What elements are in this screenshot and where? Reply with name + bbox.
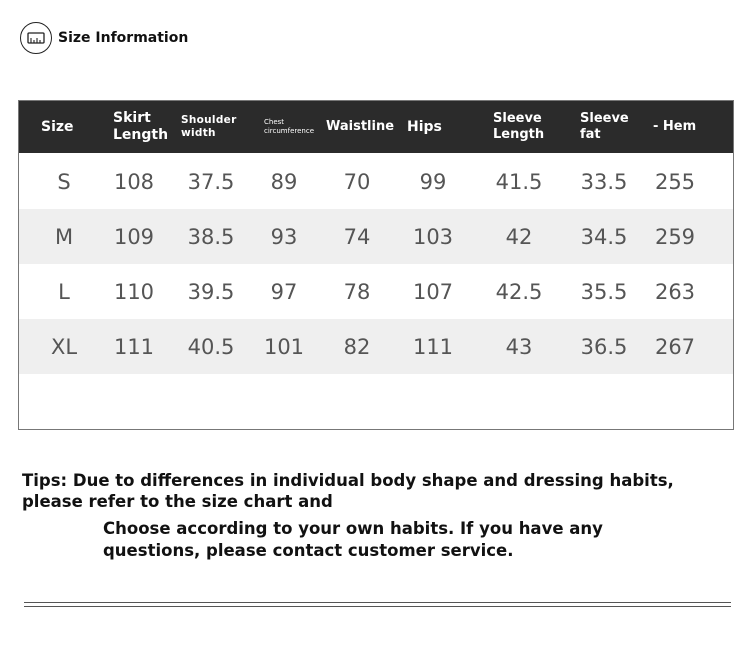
table-cell: L — [58, 279, 70, 304]
table-cell: 33.5 — [580, 169, 628, 194]
table-cell: S — [57, 169, 71, 194]
col-header-sleeve-fat: Sleeve fat — [580, 111, 629, 142]
divider-line — [24, 602, 731, 603]
table-cell: 35.5 — [580, 279, 628, 304]
table-cell: 110 — [113, 279, 155, 304]
table-cell: 43 — [505, 334, 533, 359]
table-row — [19, 154, 733, 209]
table-cell: 108 — [113, 169, 155, 194]
table-cell: 263 — [654, 279, 696, 304]
table-cell: 93 — [270, 224, 298, 249]
table-cell: 97 — [270, 279, 298, 304]
table-cell: 107 — [412, 279, 454, 304]
table-cell: 109 — [113, 224, 155, 249]
table-cell: 89 — [270, 169, 298, 194]
col-header-sleeve-length: Sleeve Length — [493, 111, 545, 142]
table-cell: 78 — [343, 279, 371, 304]
table-cell: 255 — [654, 169, 696, 194]
table-cell: 101 — [263, 334, 305, 359]
table-cell: 103 — [412, 224, 454, 249]
size-info-header — [20, 22, 188, 54]
size-table — [18, 100, 734, 430]
table-cell: 37.5 — [187, 169, 235, 194]
ruler-icon — [20, 22, 52, 54]
col-header-skirt-length: Skirt Length — [113, 110, 169, 143]
col-header-hips: Hips — [407, 118, 442, 135]
table-row — [19, 264, 733, 319]
table-cell: M — [54, 224, 74, 249]
table-cell: 74 — [343, 224, 371, 249]
table-row — [19, 319, 733, 374]
table-header — [19, 101, 733, 153]
table-cell: 42.5 — [495, 279, 543, 304]
table-cell: 267 — [654, 334, 696, 359]
col-header-shoulder-width: Shoulder width — [181, 114, 237, 139]
table-cell: 38.5 — [187, 224, 235, 249]
table-cell: 40.5 — [187, 334, 235, 359]
table-row — [19, 209, 733, 264]
table-cell: 82 — [343, 334, 371, 359]
tips-text-continued: Choose according to your own habits. If you have any questions, please contact customer service. — [103, 519, 603, 560]
table-cell: XL — [50, 334, 78, 359]
col-header-waistline: Waistline — [326, 119, 395, 135]
table-cell: 99 — [419, 169, 447, 194]
col-header-hem: - Hem — [653, 119, 697, 135]
table-cell: 39.5 — [187, 279, 235, 304]
divider-line — [24, 606, 731, 607]
table-cell: 259 — [654, 224, 696, 249]
table-cell: 70 — [343, 169, 371, 194]
page-title: Size Information — [58, 30, 189, 46]
table-cell: 111 — [113, 334, 155, 359]
table-cell: 36.5 — [580, 334, 628, 359]
table-cell: 42 — [505, 224, 533, 249]
table-cell: 41.5 — [495, 169, 543, 194]
table-cell: 34.5 — [580, 224, 628, 249]
tips-text: Tips: Due to differences in individual body shape and dressing habits, please refer to the size chart and — [22, 471, 674, 511]
col-header-size: Size — [41, 118, 74, 135]
table-cell: 111 — [412, 334, 454, 359]
col-header-chest: Chest circumference — [264, 117, 315, 135]
